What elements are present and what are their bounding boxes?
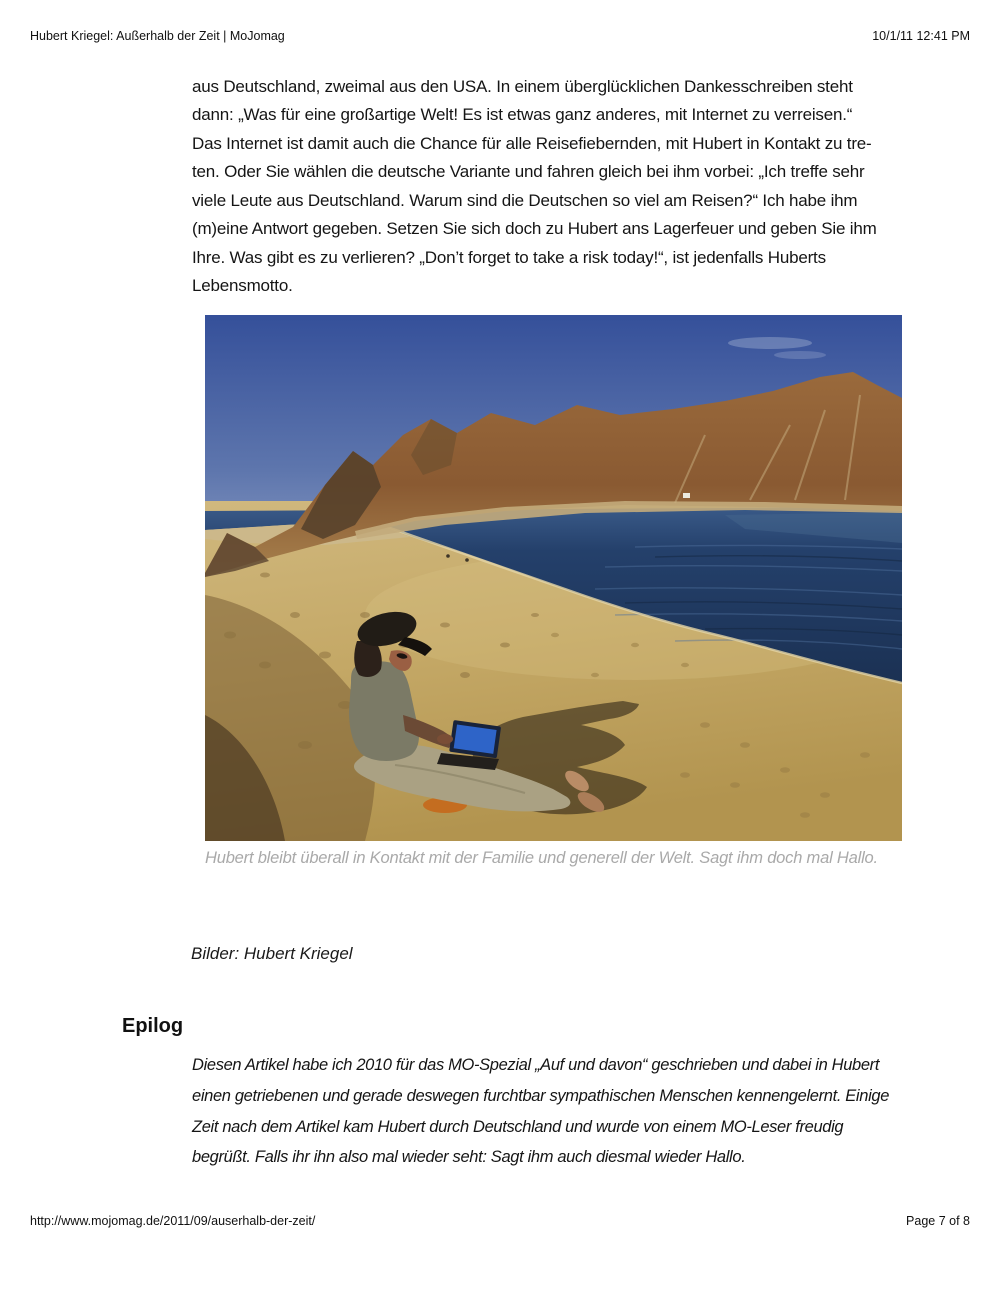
print-footer-url: http://www.mojomag.de/2011/09/auserhalb-der-zeit/ (30, 1214, 316, 1228)
beach-photo-graphic (205, 315, 902, 841)
print-header-title: Hubert Kriegel: Außerhalb der Zeit | MoJomag (30, 29, 285, 43)
person-hair (354, 641, 382, 677)
epilog-text-line: Diesen Artikel habe ich 2010 für das MO-Spezial „Auf und davon“ geschrieben und dabei in Hubert (192, 1056, 880, 1074)
beach-photo (205, 315, 902, 841)
cloud-wisp (728, 337, 812, 349)
article-text-line: dann: „Was für eine großartige Welt! Es ist etwas ganz anderes, mit Internet zu verreisen.“ (192, 105, 853, 125)
epilog-paragraph (192, 1050, 889, 1173)
article-text-line: viele Leute aus Deutschland. Warum sind die Deutschen so viel am Reisen?“ Ich habe ihm (192, 190, 858, 210)
article-paragraph (192, 73, 877, 301)
article-text-line: (m)eine Antwort gegeben. Setzen Sie sich doch zu Hubert ans Lagerfeuer und geben Sie ihm (192, 219, 877, 239)
print-header-timestamp: 10/1/11 12:41 PM (872, 29, 970, 43)
print-footer-page-number: Page 7 of 8 (906, 1214, 970, 1228)
article-text-line: Ihre. Was gibt es zu verlieren? „Don’t forget to take a risk today!“, ist jedenfalls Huberts (192, 247, 826, 267)
photo-credit: Bilder: Hubert Kriegel (191, 944, 353, 963)
article-text-line: ten. Oder Sie wählen die deutsche Variante und fahren gleich bei ihm vorbei: „Ich treffe sehr (192, 162, 865, 182)
cloud-wisp (774, 351, 826, 359)
laptop (449, 720, 501, 758)
print-footer (30, 1214, 970, 1228)
article-text-line: Lebensmotto. (192, 276, 293, 296)
distant-vehicle-speck (683, 493, 690, 498)
article-text-line: Das Internet ist damit auch die Chance für alle Reisefiebernden, mit Hubert in Kontakt zu tre- (192, 133, 872, 153)
epilog-text-line: begrüßt. Falls ihr ihn also mal wieder seht: Sagt ihm auch diesmal wieder Hallo. (192, 1148, 746, 1167)
epilog-heading: Epilog (122, 1015, 184, 1037)
person-hand (437, 734, 453, 744)
print-header (30, 29, 970, 43)
photo-caption: Hubert bleibt überall in Kontakt mit der Familie und generell der Welt. Sagt ihm doch mal Hallo. (205, 849, 878, 867)
epilog-text-line: Zeit nach dem Artikel kam Hubert durch Deutschland und wurde von einem MO-Leser freudig (192, 1117, 844, 1136)
epilog-text-line: einen getriebenen und gerade deswegen furchtbar sympathischen Menschen kennengelernt. Einige (192, 1086, 890, 1105)
article-text-line: aus Deutschland, zweimal aus den USA. In einem überglücklichen Dankesschreiben steht (192, 77, 853, 96)
